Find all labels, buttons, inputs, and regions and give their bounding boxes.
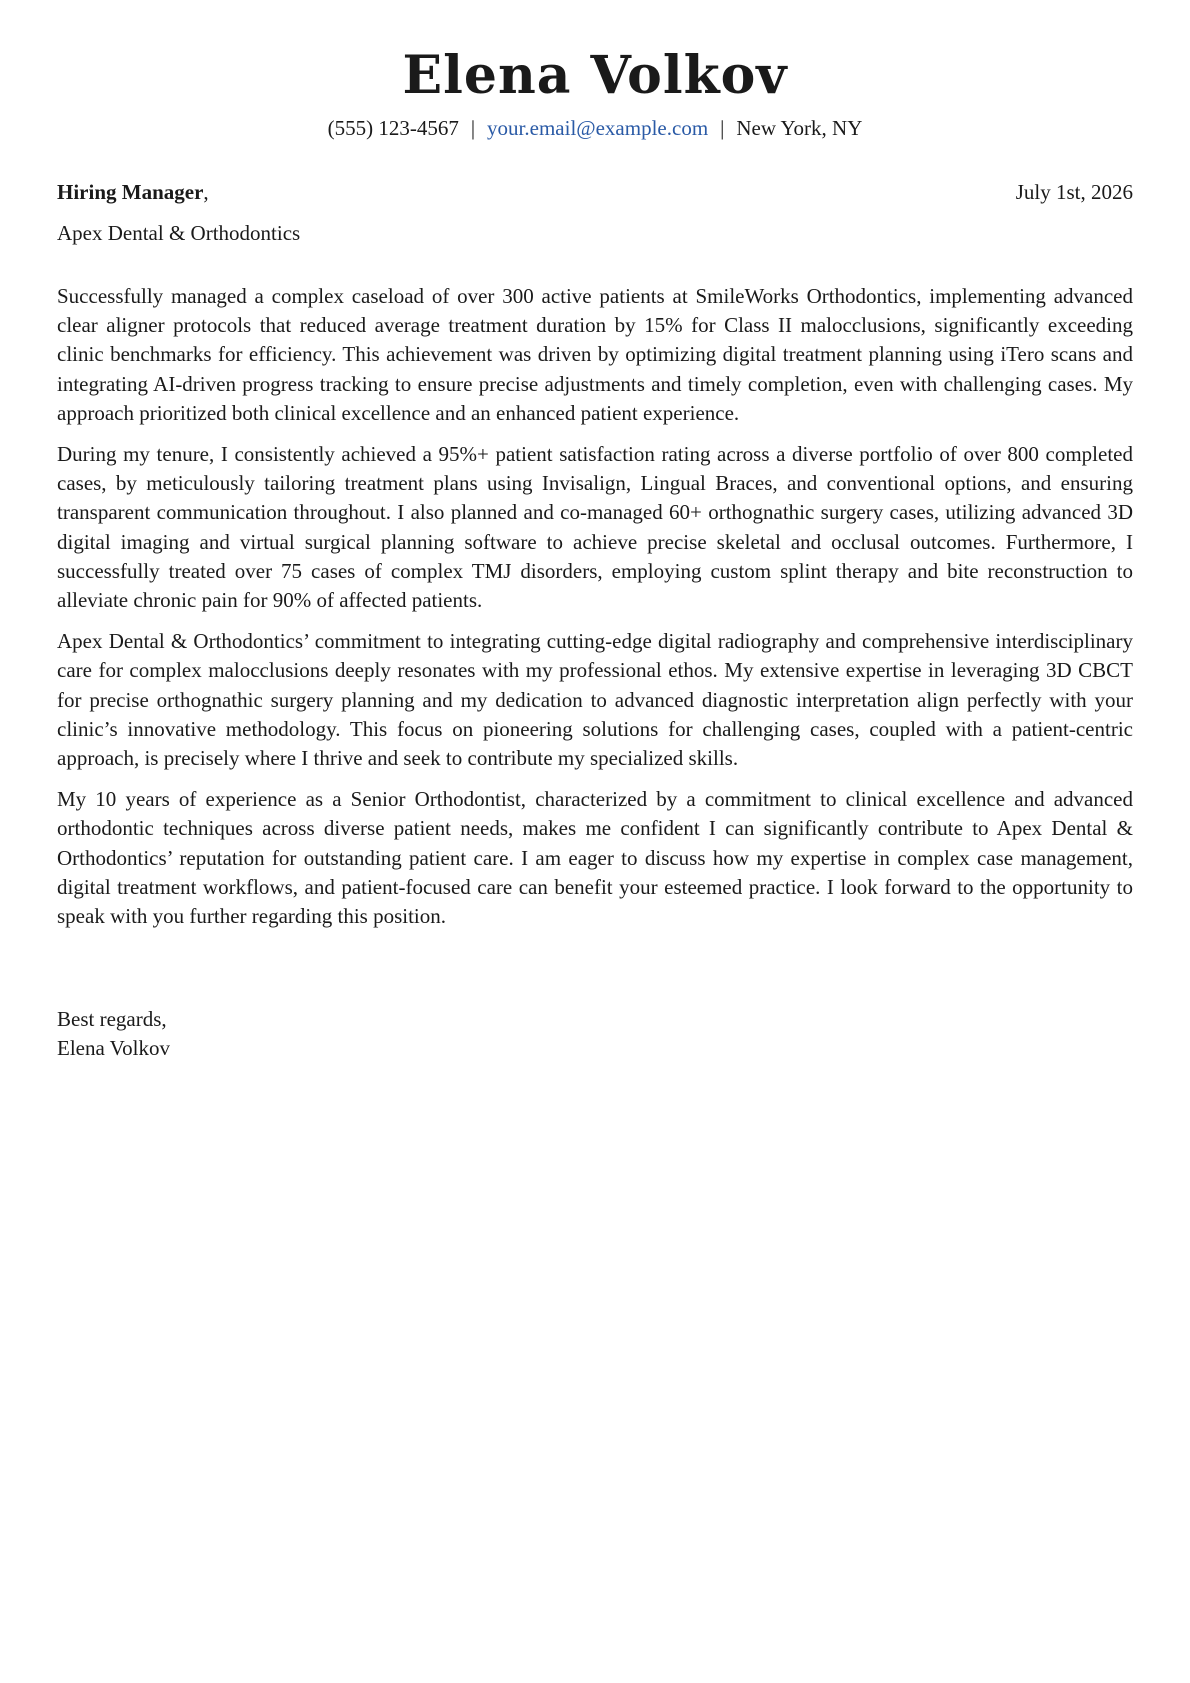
phone-number: (555) 123-4567 [327,116,459,140]
recipient-comma: , [203,180,209,204]
letter-date: July 1st, 2026 [1015,180,1133,204]
recipient-line [57,179,209,205]
applicant-name: Elena Volkov [402,45,788,106]
letter-body [57,282,1133,943]
recipient-name: Hiring Manager [57,180,204,204]
body-paragraph: Apex Dental & Orthodontics’ commitment to integrating cutting-edge digital radiography and comprehensive interdisciplinary care for complex malocclusions deeply resonates with my professional ethos. My extensive expertise in leveraging 3D CBCT for precise orthognathic surgery planning and my dedication to advanced diagnostic interpretation align perfectly with your clinic’s innovative methodology. This focus on pioneering solutions for challenging cases, coupled with a patient-centric approach, is precisely where I thrive and seek to contribute my specialized skills. [57,629,1133,771]
contact-separator: | [720,116,725,140]
location: New York, NY [736,116,863,140]
signature-name: Elena Volkov [57,1036,170,1060]
closing-block [57,1005,170,1063]
email-link[interactable]: your.email@example.com [487,116,709,140]
closing-phrase: Best regards, [57,1007,167,1031]
body-paragraph: Successfully managed a complex caseload of over 300 active patients at SmileWorks Orthodontics, implementing advanced clear aligner protocols that reduced average treatment duration by 15% for Class II malocclusions, significantly exceeding clinic benchmarks for efficiency. This achievement was driven by optimizing digital treatment planning using iTero scans and integrating AI-driven progress tracking to ensure precise adjustments and timely completion, even with challenging cases. My approach prioritized both clinical excellence and an enhanced patient experience. [57,284,1133,425]
body-paragraph: My 10 years of experience as a Senior Orthodontist, characterized by a commitment to clinical excellence and advanced orthodontic techniques across diverse patient needs, makes me confident I can significantly contribute to Apex Dental & Orthodontics’ reputation for outstanding patient care. I am eager to discuss how my expertise in complex case management, digital treatment workflows, and patient-focused care can benefit your esteemed practice. I look forward to the opportunity to speak with you further regarding this position. [57,787,1133,929]
company-name: Apex Dental & Orthodontics [57,221,301,245]
contact-line [57,115,1133,141]
body-paragraph: During my tenure, I consistently achieved a 95%+ patient satisfaction rating across a diverse portfolio of over 800 completed cases, by meticulously tailoring treatment plans using Invisalign, Lingual Braces, and conventional options, and ensuring transparent communication throughout. I also planned and co-managed 60+ orthognathic surgery cases, utilizing advanced 3D digital imaging and virtual surgical planning software to achieve precise skeletal and occlusal outcomes. Furthermore, I successfully treated over 75 cases of complex TMJ disorders, employing custom splint therapy and bite reconstruction to alleviate chronic pain for 90% of affected patients. [57,442,1133,613]
contact-separator: | [470,116,476,140]
